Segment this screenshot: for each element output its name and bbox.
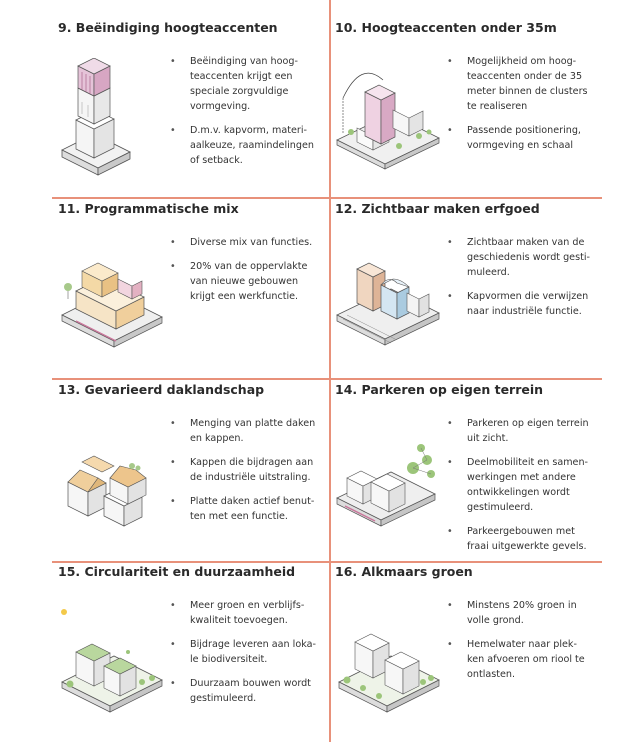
section-title: 13. Gevarieerd daklandschap [58,382,265,397]
section-title: 10. Hoogteaccenten onder 35m [335,20,557,35]
bullet-list [170,235,330,313]
bullet-item: • Kappen die bijdragen aan de industriële uitstraling. [170,455,330,485]
section-title: 14. Parkeren op eigen terrein [335,382,544,397]
tower-building-icon [58,58,166,176]
section-title: 11. Programmatische mix [58,201,239,216]
section-title: 12. Zichtbaar maken erfgoed [335,201,540,216]
section-16 [335,564,607,744]
heritage-building-icon [335,239,443,357]
section-9 [58,20,330,200]
bullet-item: • Menging van platte daken en kappen. [170,416,330,446]
height-cluster-icon [335,58,443,176]
section-title: 16. Alkmaars groen [335,564,473,579]
section-15 [58,564,330,744]
bullet-item: • Zichtbaar maken van de geschiedenis wordt gesti- muleerd. [447,235,607,280]
bullet-item: • Hemelwater naar plek- ken afvoeren om riool te ontlasten. [447,637,607,682]
section-10 [335,20,607,200]
section-13 [58,382,330,562]
bullet-item: • Kapvormen die verwijzen naar industriële functie. [447,289,607,319]
green-building-icon [335,602,443,720]
bullet-list [170,416,330,533]
parking-icon [335,420,443,538]
bullet-item: • Duurzaam bouwen wordt gestimuleerd. [170,676,330,706]
mixed-use-building-icon [58,239,166,357]
bullet-list [170,54,330,177]
bullet-item: • Bijdrage leveren aan loka- le biodiversiteit. [170,637,330,667]
bullet-list [447,416,607,563]
bullet-item: • Diverse mix van functies. [170,235,330,250]
bullet-list [170,598,330,715]
section-12 [335,201,607,381]
section-11 [58,201,330,381]
bullet-item: • Parkeren op eigen terrein uit zicht. [447,416,607,446]
bullet-item: • Deelmobiliteit en samen- werkingen met andere ontwikkelingen wordt gestimuleerd. [447,455,607,515]
section-14 [335,382,607,562]
bullet-item: • 20% van de oppervlakte van nieuwe gebouwen krijgt een werkfunctie. [170,259,330,304]
bullet-list [447,54,607,162]
bullet-item: • Passende positionering, vormgeving en schaal [447,123,607,153]
bullet-item: • Platte daken actief benut- ten met een functie. [170,494,330,524]
bullet-item: • Meer groen en verblijfs- kwaliteit toevoegen. [170,598,330,628]
bullet-item: • D.m.v. kapvorm, materi- aalkeuze, raamindelingen of setback. [170,123,330,168]
section-title: 15. Circulariteit en duurzaamheid [58,564,296,579]
bullet-item: • Minstens 20% groen in volle grond. [447,598,607,628]
bullet-list [447,235,607,328]
sustainability-icon [58,602,166,720]
roofscape-icon [58,420,166,538]
bullet-item: • Beëindiging van hoog- teaccenten krijgt een speciale zorgvuldige vormgeving. [170,54,330,114]
bullet-item: • Parkeergebouwen met fraai uitgewerkte gevels. [447,524,607,554]
section-title: 9. Beëindiging hoogteaccenten [58,20,278,35]
bullet-list [447,598,607,691]
bullet-item: • Mogelijkheid om hoog- teaccenten onder de 35 meter binnen de clusters te realiseren [447,54,607,114]
